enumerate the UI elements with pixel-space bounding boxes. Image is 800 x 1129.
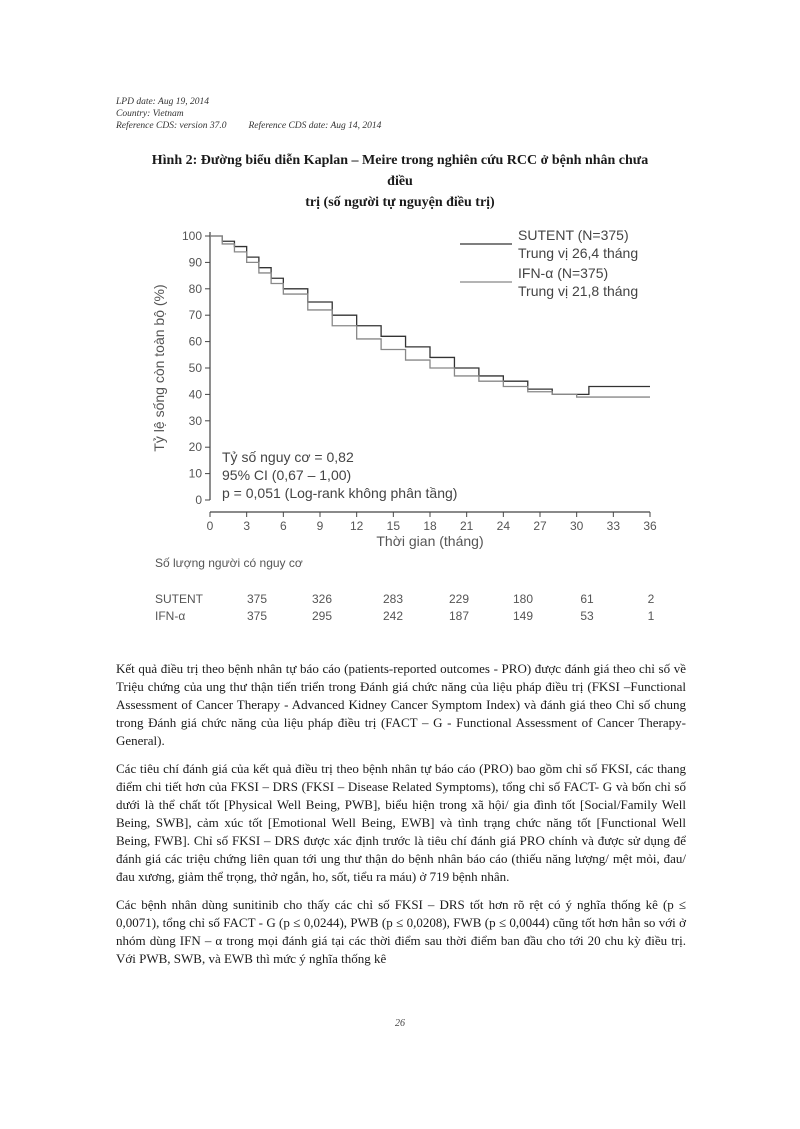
chart-annotation: p = 0,051 (Log-rank không phân tầng) bbox=[222, 485, 458, 501]
risk-cell: 295 bbox=[311, 609, 333, 623]
x-tick-label: 3 bbox=[243, 519, 251, 533]
risk-table-row bbox=[155, 592, 675, 608]
x-tick-label: 18 bbox=[423, 519, 437, 533]
risk-cell: 375 bbox=[246, 609, 268, 623]
x-tick-label: 24 bbox=[496, 519, 511, 533]
y-tick-label: 20 bbox=[188, 440, 202, 455]
paragraph-3: Các bệnh nhân dùng sunitinib cho thấy các chỉ số FKSI – DRS tốt hơn rõ rệt có ý nghĩa thống kê (p ≤ 0,0071), tổng chỉ số FACT - G (p ≤ 0,0244), PWB (p ≤ 0,0208), FWB (p ≤ 0,0044) cũng tốt hơn hẳn so với ở nhóm dùng IFN – α trong mọi đánh giá tại các thời điểm sau thời điểm ban đầu cho tới 20 chu kỳ điều trị. Với PWB, SWB, và EWB thì mức ý nghĩa thống kê bbox=[116, 897, 686, 966]
y-tick-label: 80 bbox=[188, 281, 202, 296]
risk-cell: 2 bbox=[647, 592, 655, 606]
risk-cell: 180 bbox=[512, 592, 534, 606]
x-tick-label: 33 bbox=[606, 519, 621, 533]
x-tick-label: 27 bbox=[533, 519, 547, 533]
x-tick-label: 30 bbox=[569, 519, 584, 533]
y-tick-label: 90 bbox=[188, 255, 202, 270]
risk-cell: 149 bbox=[512, 609, 534, 623]
y-tick-label: 0 bbox=[195, 493, 202, 507]
legend-label: SUTENT (N=375) bbox=[518, 227, 629, 243]
y-tick-label: 40 bbox=[188, 387, 202, 402]
lpd-date: LPD date: Aug 19, 2014 bbox=[116, 97, 209, 107]
paragraph-1: Kết quả điều trị theo bệnh nhân tự báo cáo (patients-reported outcomes - PRO) được đánh giá theo chỉ số về Triệu chứng của ung thư thận tiến triển trong Đánh giá chức năng của liệu pháp điều trị (FKSI –Functional Assessment of Cancer Therapy - Advanced Kidney Cancer Symptom Index) và đánh giá theo Chỉ số chung trong Đánh giá chức năng của liệu pháp điều trị (FACT – G - Functional Assessment of Cancer Therapy-General). bbox=[116, 661, 686, 748]
kaplan-meier-svg bbox=[150, 218, 670, 558]
body-text bbox=[116, 660, 686, 978]
y-tick-label: 50 bbox=[188, 361, 202, 375]
figure-title bbox=[140, 150, 660, 213]
legend-median: Trung vị 21,8 tháng bbox=[518, 283, 639, 299]
y-tick-label: 100 bbox=[181, 229, 202, 243]
x-tick-label: 6 bbox=[279, 519, 287, 533]
x-tick-label: 21 bbox=[459, 519, 474, 533]
header-metadata bbox=[116, 96, 381, 132]
risk-cell: 53 bbox=[580, 609, 594, 623]
y-tick-label: 10 bbox=[188, 466, 202, 481]
paragraph-2: Các tiêu chí đánh giá của kết quả điều trị theo bệnh nhân tự báo cáo (PRO) bao gồm chỉ số FKSI, các thang điểm chi tiết hơn của FKSI – DRS (FKSI – Disease Related Symptoms), tổng chỉ số FACT- G và bốn chỉ số dưới là thể chất tốt [Physical Well Being, PWB], biểu hiện trong xã hội/ gia đình tốt [Social/Family Well Being, SWB], cảm xúc tốt [Emotional Well Being, EWB] và tình trạng chức năng tốt [Functional Well Being, FWB]. Chỉ số FKSI – DRS được xác định trước là tiêu chí đánh giá PRO chính và được sử dụng để đánh giá các triệu chứng liên quan tới ung thư thận do bệnh nhân báo cáo (thiếu năng lượng/ mệt mỏi, đau/ đau xương, giảm thể trọng, thở ngắn, ho, sốt, tiểu ra máu) ở 719 bệnh nhân. bbox=[116, 761, 686, 884]
legend-median: Trung vị 26,4 tháng bbox=[518, 245, 639, 261]
risk-cell: 326 bbox=[311, 592, 333, 606]
y-tick-label: 60 bbox=[188, 334, 202, 349]
x-tick-label: 12 bbox=[349, 519, 364, 533]
risk-row-name: IFN-α bbox=[155, 609, 186, 623]
risk-table-title: Số lượng người có nguy cơ bbox=[155, 556, 303, 570]
chart-annotation: 95% CI (0,67 – 1,00) bbox=[222, 467, 352, 483]
x-tick-label: 9 bbox=[316, 519, 324, 533]
kaplan-meier-chart bbox=[150, 218, 670, 558]
legend-label: IFN-α (N=375) bbox=[518, 265, 609, 281]
risk-cell: 61 bbox=[580, 592, 594, 606]
risk-cell: 187 bbox=[448, 609, 470, 623]
risk-cell: 1 bbox=[647, 609, 655, 623]
risk-row-name: SUTENT bbox=[155, 592, 203, 606]
reference-cds-version: Reference CDS: version 37.0 bbox=[116, 121, 227, 131]
risk-cell: 283 bbox=[382, 592, 404, 606]
chart-annotation: Tỷ số nguy cơ = 0,82 bbox=[222, 449, 354, 465]
y-axis-label: Tỷ lệ sống còn toàn bộ (%) bbox=[151, 284, 167, 452]
x-axis-label: Thời gian (tháng) bbox=[376, 533, 484, 549]
risk-cell: 229 bbox=[448, 592, 470, 606]
y-tick-label: 70 bbox=[188, 308, 202, 323]
y-tick-label: 30 bbox=[188, 413, 202, 428]
risk-cell: 242 bbox=[382, 609, 404, 623]
x-tick-label: 0 bbox=[206, 519, 214, 533]
page-number: 26 bbox=[395, 1018, 405, 1029]
reference-cds-date: Reference CDS date: Aug 14, 2014 bbox=[248, 121, 382, 131]
x-tick-label: 36 bbox=[643, 519, 657, 533]
country: Country: Vietnam bbox=[116, 109, 184, 119]
x-tick-label: 15 bbox=[386, 519, 401, 533]
risk-cell: 375 bbox=[246, 592, 268, 606]
figure-title-line2: trị (số người tự nguyện điều trị) bbox=[305, 195, 495, 210]
risk-table-row bbox=[155, 609, 675, 625]
figure-title-line1: Hình 2: Đường biểu diễn Kaplan – Meire trong nghiên cứu RCC ở bệnh nhân chưa điều bbox=[151, 153, 649, 189]
